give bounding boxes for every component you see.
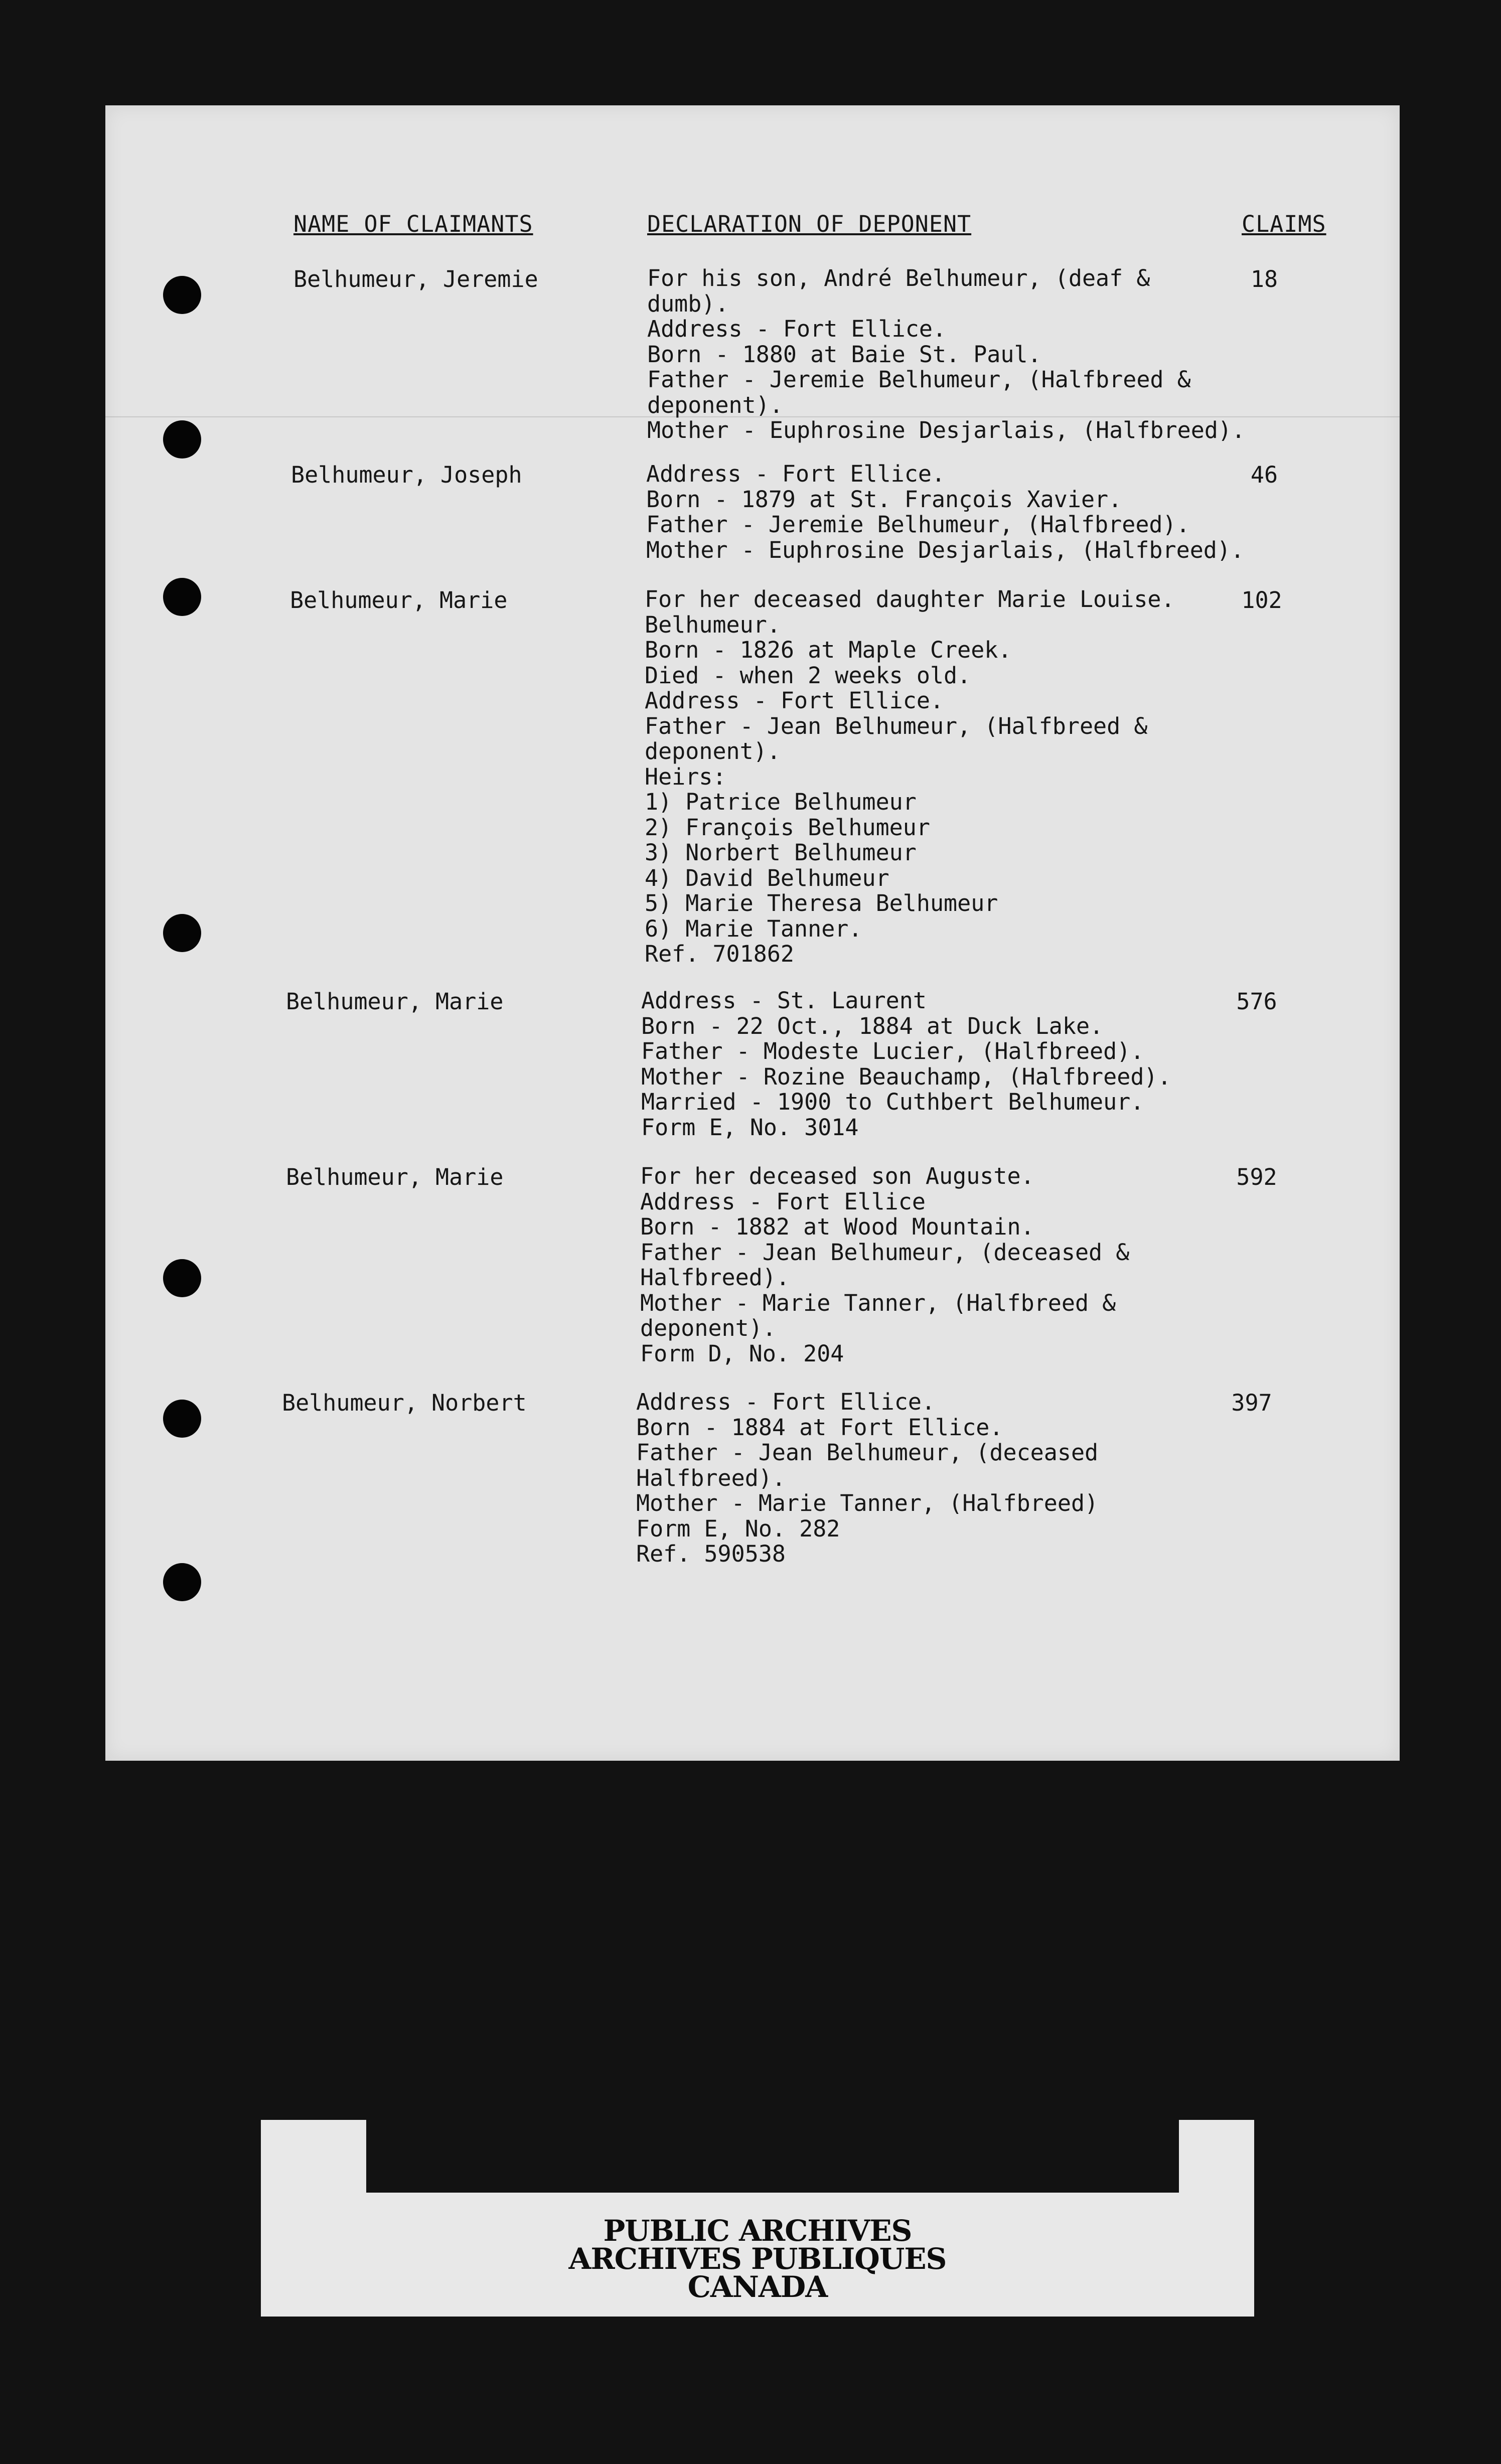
- declaration-line: Born - 1884 at Fort Ellice.: [636, 1414, 1003, 1441]
- declaration-line: Mother - Euphrosine Desjarlais, (Halfbreed).: [647, 417, 1246, 443]
- declaration-line: Father - Jeremie Belhumeur, (Halfbreed).: [646, 511, 1190, 538]
- declaration-line: Halfbreed).: [636, 1464, 786, 1491]
- card-cutout: [366, 2120, 1179, 2193]
- declaration-line: Ref. 701862: [645, 941, 795, 967]
- declaration-line: Address - Fort Ellice.: [646, 460, 946, 487]
- header-claims: CLAIMS: [1242, 211, 1326, 237]
- declaration-line: Born - 1826 at Maple Creek.: [645, 637, 1012, 663]
- declaration-line: 3) Norbert Belhumeur: [645, 839, 917, 866]
- declaration-line: deponent).: [640, 1315, 776, 1341]
- declaration-line: For her deceased son Auguste.: [640, 1163, 1034, 1189]
- punch-hole: [163, 914, 201, 952]
- claim-number: 18: [1250, 266, 1278, 292]
- declaration-line: Born - 1879 at St. François Xavier.: [646, 486, 1122, 513]
- declaration-line: deponent).: [645, 738, 781, 764]
- declaration-line: Address - St. Laurent: [641, 987, 927, 1014]
- header-name-of-claimants: NAME OF CLAIMANTS: [293, 211, 533, 237]
- declaration-text: [640, 1164, 1129, 1366]
- punch-hole: [163, 276, 201, 314]
- claimant-name: Belhumeur, Jeremie: [293, 266, 538, 292]
- punch-hole: [163, 578, 201, 616]
- archive-line-2: ARCHIVES PUBLIQUES: [568, 2242, 947, 2276]
- declaration-line: 2) François Belhumeur: [645, 814, 930, 841]
- declaration-line: Heirs:: [645, 763, 726, 790]
- declaration-line: Halfbreed).: [640, 1264, 790, 1291]
- punch-hole: [163, 420, 201, 458]
- declaration-line: Father - Modeste Lucier, (Halfbreed).: [641, 1038, 1144, 1064]
- punch-hole: [163, 1563, 201, 1601]
- punch-hole: [163, 1259, 201, 1297]
- claim-number: 592: [1236, 1164, 1277, 1190]
- declaration-line: dumb).: [647, 290, 729, 317]
- declaration-line: Form D, No. 204: [640, 1340, 844, 1367]
- declaration-line: 4) David Belhumeur: [645, 864, 889, 891]
- declaration-text: [641, 988, 1171, 1140]
- claimant-name: Belhumeur, Marie: [286, 988, 504, 1015]
- declaration-line: 1) Patrice Belhumeur: [645, 789, 917, 815]
- claim-number: 576: [1236, 988, 1277, 1015]
- declaration-line: Married - 1900 to Cuthbert Belhumeur.: [641, 1089, 1144, 1115]
- declaration-line: deponent).: [647, 391, 783, 418]
- claimant-name: Belhumeur, Joseph: [291, 461, 522, 488]
- declaration-line: Father - Jean Belhumeur, (Halfbreed &: [645, 712, 1148, 739]
- declaration-line: Address - Fort Ellice.: [645, 687, 944, 714]
- declaration-text: [645, 587, 1175, 967]
- declaration-line: Address - Fort Ellice: [640, 1188, 926, 1215]
- declaration-text: [646, 461, 1244, 563]
- declaration-line: Father - Jeremie Belhumeur, (Halfbreed &: [647, 366, 1191, 393]
- declaration-line: Mother - Marie Tanner, (Halfbreed): [636, 1490, 1099, 1516]
- archive-stamp-card: [261, 2120, 1254, 2317]
- declaration-line: Ref. 590538: [636, 1541, 786, 1567]
- declaration-line: Born - 22 Oct., 1884 at Duck Lake.: [641, 1012, 1104, 1039]
- claimant-name: Belhumeur, Marie: [286, 1164, 504, 1190]
- declaration-line: Father - Jean Belhumeur, (deceased &: [640, 1239, 1130, 1266]
- claimant-name: Belhumeur, Norbert: [282, 1390, 527, 1416]
- declaration-line: Died - when 2 weeks old.: [645, 662, 971, 689]
- declaration-line: 6) Marie Tanner.: [645, 915, 862, 942]
- claimant-name: Belhumeur, Marie: [290, 587, 508, 613]
- declaration-line: 5) Marie Theresa Belhumeur: [645, 890, 998, 916]
- claim-number: 102: [1241, 587, 1282, 613]
- claim-number: 46: [1250, 461, 1278, 488]
- declaration-line: For his son, André Belhumeur, (deaf &: [647, 265, 1150, 291]
- declaration-line: Belhumeur.: [645, 611, 781, 638]
- declaration-line: Address - Fort Ellice.: [636, 1389, 936, 1415]
- header-declaration-of-deponent: DECLARATION OF DEPONENT: [647, 211, 972, 237]
- declaration-line: Address - Fort Ellice.: [647, 316, 947, 342]
- declaration-line: For her deceased daughter Marie Louise.: [645, 586, 1175, 612]
- declaration-text: [636, 1390, 1098, 1567]
- claim-number: 397: [1231, 1390, 1272, 1416]
- declaration-line: Mother - Rozine Beauchamp, (Halfbreed).: [641, 1063, 1171, 1090]
- document-page: [105, 105, 1400, 1761]
- declaration-line: Mother - Marie Tanner, (Halfbreed &: [640, 1289, 1116, 1316]
- declaration-line: Father - Jean Belhumeur, (deceased: [636, 1439, 1099, 1466]
- punch-hole: [163, 1400, 201, 1438]
- declaration-text: [647, 266, 1245, 443]
- declaration-line: Mother - Euphrosine Desjarlais, (Halfbreed).: [646, 536, 1245, 563]
- archive-line-1: PUBLIC ARCHIVES: [603, 2214, 912, 2248]
- declaration-line: Born - 1882 at Wood Mountain.: [640, 1213, 1034, 1240]
- declaration-line: Born - 1880 at Baie St. Paul.: [647, 341, 1041, 368]
- declaration-line: Form E, No. 282: [636, 1515, 840, 1542]
- archive-line-3: CANADA: [687, 2270, 828, 2304]
- declaration-line: Form E, No. 3014: [641, 1114, 859, 1141]
